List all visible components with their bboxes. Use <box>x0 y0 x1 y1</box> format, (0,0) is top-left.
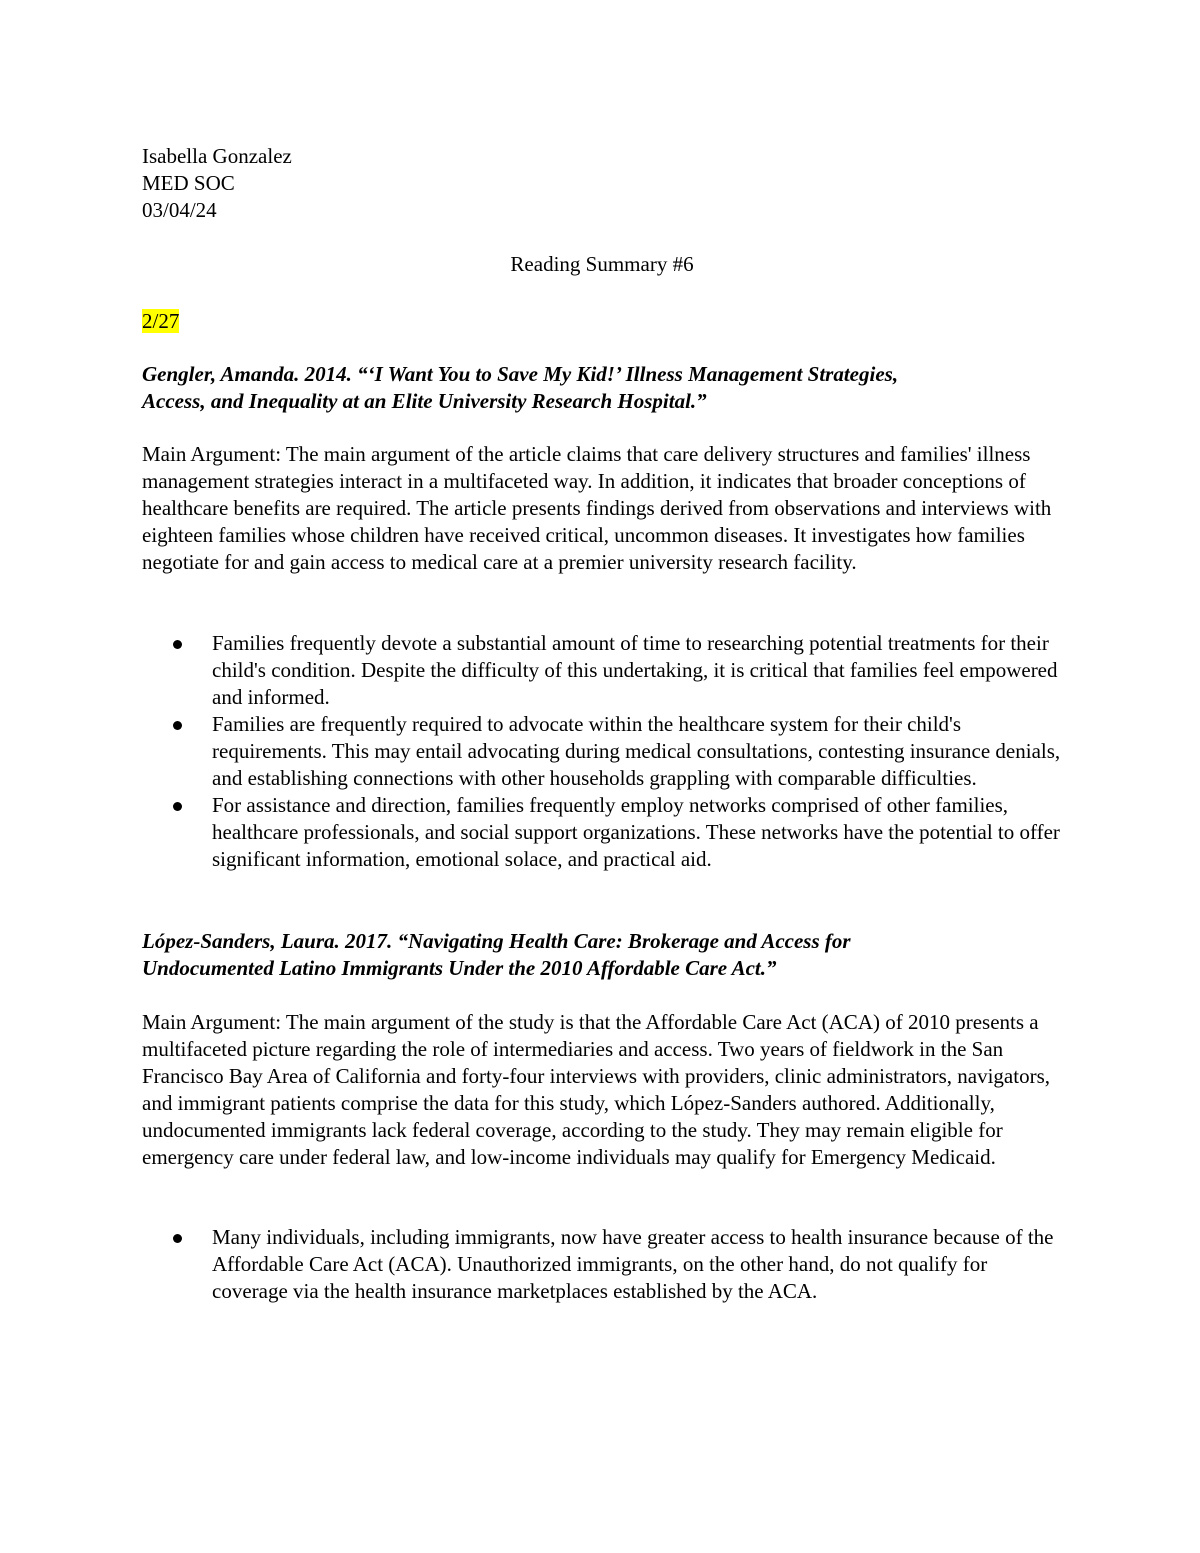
document-body <box>142 143 1062 1303</box>
article1-citation-line2: Access, and Inequality at an Elite University Research Hospital.” <box>142 389 707 413</box>
article2-bullet-list <box>142 1224 1062 1305</box>
bullet-text: Families are frequently required to advocate within the healthcare system for their child's requirements. This may entail advocating during medical consultations, contesting insurance denials, and establishing connections with other households grappling with comparable difficulties. <box>212 712 1061 790</box>
article1-citation <box>142 361 1062 415</box>
list-item <box>142 711 1062 792</box>
list-item <box>142 630 1062 711</box>
section-date <box>142 308 179 335</box>
article1-citation-line1: Gengler, Amanda. 2014. “‘I Want You to Save My Kid!’ Illness Management Strategies, <box>142 362 899 386</box>
list-item <box>142 792 1062 873</box>
bullet-text: Many individuals, including immigrants, now have greater access to health insurance because of the Affordable Care Act (ACA). Unauthorized immigrants, on the other hand, do not qualify for coverage via the health insurance marketplaces established by the ACA. <box>212 1225 1054 1303</box>
article2-citation-line1: López-Sanders, Laura. 2017. “Navigating Health Care: Brokerage and Access for <box>142 929 851 953</box>
bullet-icon <box>173 640 182 649</box>
article1-main-argument: Main Argument: The main argument of the article claims that care delivery structures and families' illness management strategies interact in a multifaceted way. In addition, it indicates that broader conceptions of healthcare benefits are required. The article presents findings derived from observations and interviews with eighteen families whose children have received critical, uncommon diseases. It investigates how families negotiate for and gain access to medical care at a premier university research facility. <box>142 442 1052 574</box>
document-date: 03/04/24 <box>142 198 217 222</box>
article1-bullet-list <box>142 630 1062 873</box>
bullet-icon <box>173 1234 182 1243</box>
list-item <box>142 1224 1062 1305</box>
article2-main-argument: Main Argument: The main argument of the study is that the Affordable Care Act (ACA) of 2010 presents a multifaceted picture regarding the role of intermediaries and access. Two years of fieldwork in the San Francisco Bay Area of California and forty-four interviews with providers, clinic administrators, navigators, and immigrant patients comprise the data for this study, which López-Sanders authored. Additionally, undocumented immigrants lack federal coverage, according to the study. They may remain eligible for emergency care under federal law, and low-income individuals may qualify for Emergency Medicaid. <box>142 1010 1051 1169</box>
bullet-icon <box>173 802 182 811</box>
bullet-text: For assistance and direction, families frequently employ networks comprised of other families, healthcare professionals, and social support organizations. These networks have the potential to offer significant information, emotional solace, and practical aid. <box>212 793 1060 871</box>
article2-citation-line2: Undocumented Latino Immigrants Under the 2010 Affordable Care Act.” <box>142 956 777 980</box>
bullet-icon <box>173 721 182 730</box>
bullet-text: Families frequently devote a substantial amount of time to researching potential treatments for their child's condition. Despite the difficulty of this undertaking, it is critical that families feel empowered and informed. <box>212 631 1058 709</box>
article2-citation <box>142 928 1062 982</box>
document-title: Reading Summary #6 <box>510 252 694 276</box>
section-date-highlight: 2/27 <box>142 309 180 333</box>
author-name: Isabella Gonzalez <box>142 144 292 168</box>
course-name: MED SOC <box>142 171 235 195</box>
